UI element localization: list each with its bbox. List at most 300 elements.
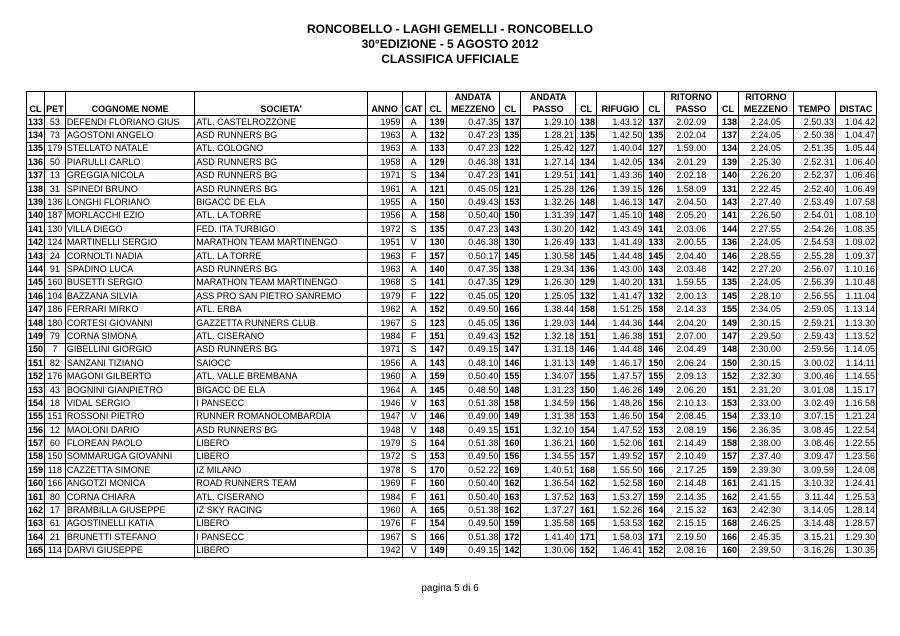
cell-cl-passo: 152 <box>500 330 521 343</box>
cell-cl-mezzeno: 148 <box>425 423 446 436</box>
cell-cognome-nome: BOGNINI GIANPIETRO <box>65 383 194 396</box>
cell-rifugio: 1.46.17 <box>597 357 644 370</box>
cell-anno: 1969 <box>367 477 402 490</box>
cell-tempo: 3.07.15 <box>793 410 835 423</box>
cell-cl-rifugio: 148 <box>576 196 597 209</box>
cell-rit-mezzeno: 2.39.50 <box>739 544 794 557</box>
cell-cl-rit-passo: 137 <box>644 116 665 129</box>
cell-cl-rit-passo: 154 <box>644 410 665 423</box>
cell-distac: 1.14.55 <box>835 370 876 383</box>
cell-tempo: 3.08.46 <box>793 437 835 450</box>
cell-societa: LIBERO <box>195 544 368 557</box>
cell-cl-passo: 150 <box>500 209 521 222</box>
cell-anno: 1968 <box>367 276 402 289</box>
cell-cognome-nome: CORTESI GIOVANNI <box>65 316 194 329</box>
cell-pet: 179 <box>44 142 65 155</box>
table-row <box>27 397 877 410</box>
cell-cl-rifugio: 133 <box>576 236 597 249</box>
cell-cl-rit-passo: 132 <box>644 290 665 303</box>
cell-cl-rit-passo: 150 <box>644 357 665 370</box>
cell-distac: 1.28.14 <box>835 504 876 517</box>
cell-cognome-nome: CORNA CHIARA <box>65 490 194 503</box>
cell-cl-rifugio: 145 <box>576 249 597 262</box>
cell-cl-rit-passo: 156 <box>644 397 665 410</box>
cell-cat: A <box>402 357 425 370</box>
cell-distac: 1.11.04 <box>835 290 876 303</box>
cell-rit-mezzeno: 2.27.55 <box>739 223 794 236</box>
cell-passo: 1.29.51 <box>521 169 576 182</box>
cell-rifugio: 1.52.06 <box>597 437 644 450</box>
cell-tempo: 2.54.01 <box>793 209 835 222</box>
cell-anno: 1951 <box>367 236 402 249</box>
cell-cat: A <box>402 129 425 142</box>
cell-mezzeno: 0.50.40 <box>446 370 500 383</box>
cell-rit-mezzeno: 2.34.05 <box>739 303 794 316</box>
cell-anno: 1984 <box>367 330 402 343</box>
cell-cat: V <box>402 410 425 423</box>
cell-pet: 60 <box>44 437 65 450</box>
cell-cat: S <box>402 223 425 236</box>
cell-cl-rifugio: 142 <box>576 223 597 236</box>
col-cl: CL <box>27 103 45 116</box>
cell-cl-rifugio: 136 <box>576 263 597 276</box>
group-andata-passo: ANDATA <box>521 92 576 104</box>
col-passo: PASSO <box>521 103 576 116</box>
cell-distac: 1.06.40 <box>835 156 876 169</box>
table-row <box>27 182 877 195</box>
table-row <box>27 477 877 490</box>
col-distac: DISTAC <box>835 103 876 116</box>
cell-rifugio: 1.52.58 <box>597 477 644 490</box>
cell-rifugio: 1.39.15 <box>597 182 644 195</box>
cell-cl-rit-passo: 166 <box>644 464 665 477</box>
cell-rit-mezzeno: 2.22.45 <box>739 182 794 195</box>
cell-passo: 1.27.14 <box>521 156 576 169</box>
cell-pet: 13 <box>44 169 65 182</box>
cell-cl: 152 <box>27 370 45 383</box>
cell-mezzeno: 0.46.38 <box>446 236 500 249</box>
cell-cl-rit-mezzeno: 134 <box>718 142 739 155</box>
cell-cognome-nome: LONGHI FLORIANO <box>65 196 194 209</box>
cell-rit-passo: 2.00.13 <box>665 290 718 303</box>
cell-distac: 1.08.10 <box>835 209 876 222</box>
cell-cl-mezzeno: 145 <box>425 383 446 396</box>
cell-anno: 1956 <box>367 357 402 370</box>
cell-distac: 1.22.54 <box>835 423 876 436</box>
cell-cl: 135 <box>27 142 45 155</box>
cell-cl-passo: 142 <box>500 544 521 557</box>
cell-mezzeno: 0.49.15 <box>446 423 500 436</box>
cell-rit-mezzeno: 2.39.30 <box>739 464 794 477</box>
cell-rit-passo: 2.04.50 <box>665 196 718 209</box>
cell-tempo: 2.59.43 <box>793 330 835 343</box>
cell-tempo: 2.59.21 <box>793 316 835 329</box>
cell-cl-mezzeno: 122 <box>425 290 446 303</box>
cell-mezzeno: 0.49.00 <box>446 410 500 423</box>
cell-rit-passo: 2.17.25 <box>665 464 718 477</box>
cell-mezzeno: 0.47.35 <box>446 263 500 276</box>
cell-mezzeno: 0.51.38 <box>446 531 500 544</box>
cell-cognome-nome: BUSETTI SERGIO <box>65 276 194 289</box>
cell-cl-rit-mezzeno: 148 <box>718 343 739 356</box>
cell-mezzeno: 0.45.05 <box>446 290 500 303</box>
cell-distac: 1.22.55 <box>835 437 876 450</box>
cell-cognome-nome: SANZANI TIZIANO <box>65 357 194 370</box>
cell-anno: 1979 <box>367 437 402 450</box>
cell-cl-mezzeno: 132 <box>425 129 446 142</box>
cell-passo: 1.31.18 <box>521 343 576 356</box>
cell-cl-rifugio: 126 <box>576 182 597 195</box>
cell-cl-rit-mezzeno: 137 <box>718 129 739 142</box>
cell-cl-mezzeno: 151 <box>425 330 446 343</box>
cell-cl-rifugio: 141 <box>576 169 597 182</box>
cell-pet: 53 <box>44 116 65 129</box>
cell-societa: ATL. VALLE BREMBANA <box>195 370 368 383</box>
cell-rit-mezzeno: 2.24.05 <box>739 236 794 249</box>
cell-societa: ATL. ERBA <box>195 303 368 316</box>
cell-cl-rit-passo: 171 <box>644 531 665 544</box>
cell-cl: 149 <box>27 330 45 343</box>
cell-pet: 160 <box>44 276 65 289</box>
cell-mezzeno: 0.47.23 <box>446 169 500 182</box>
cell-cat: A <box>402 142 425 155</box>
cell-societa: LIBERO <box>195 450 368 463</box>
cell-cl-passo: 130 <box>500 236 521 249</box>
cell-passo: 1.26.30 <box>521 276 576 289</box>
cell-societa: ATL. CISERANO <box>195 490 368 503</box>
table-row <box>27 116 877 129</box>
cell-cat: S <box>402 169 425 182</box>
cell-pet: 24 <box>44 249 65 262</box>
cell-societa: ASD RUNNERS BG <box>195 182 368 195</box>
col-cognome-nome: COGNOME NOME <box>65 103 194 116</box>
cell-cat: V <box>402 397 425 410</box>
cell-anno: 1959 <box>367 116 402 129</box>
cell-distac: 1.24.08 <box>835 464 876 477</box>
cell-pet: 136 <box>44 196 65 209</box>
cell-cl-mezzeno: 140 <box>425 263 446 276</box>
cell-cognome-nome: PIARULLI CARLO <box>65 156 194 169</box>
cell-cognome-nome: CAZZETTA SIMONE <box>65 464 194 477</box>
cell-cl-rit-mezzeno: 142 <box>718 263 739 276</box>
cell-cl-mezzeno: 160 <box>425 477 446 490</box>
cell-cl-rifugio: 138 <box>576 116 597 129</box>
cell-cl-rit-passo: 148 <box>644 209 665 222</box>
cell-cognome-nome: FERRARI MIRKO <box>65 303 194 316</box>
cell-passo: 1.32.18 <box>521 330 576 343</box>
cell-cl-rit-mezzeno: 156 <box>718 423 739 436</box>
cell-cognome-nome: ANGOTZI MONICA <box>65 477 194 490</box>
cell-pet: 61 <box>44 517 65 530</box>
cell-rit-passo: 2.03.06 <box>665 223 718 236</box>
cell-cl-passo: 156 <box>500 450 521 463</box>
table-row <box>27 169 877 182</box>
cell-distac: 1.06.49 <box>835 182 876 195</box>
cell-tempo: 2.52.40 <box>793 182 835 195</box>
cell-rit-passo: 2.04.49 <box>665 343 718 356</box>
cell-cat: V <box>402 236 425 249</box>
cell-societa: IZ MILANO <box>195 464 368 477</box>
cell-cat: S <box>402 276 425 289</box>
cell-cl-passo: 135 <box>500 129 521 142</box>
cell-societa: SAIOCC <box>195 357 368 370</box>
cell-rit-mezzeno: 2.38.00 <box>739 437 794 450</box>
cell-passo: 1.40.51 <box>521 464 576 477</box>
cell-anno: 1972 <box>367 450 402 463</box>
cell-cl-passo: 155 <box>500 370 521 383</box>
cell-distac: 1.21.24 <box>835 410 876 423</box>
table-row <box>27 504 877 517</box>
table-row <box>27 223 877 236</box>
cell-societa: LIBERO <box>195 437 368 450</box>
cell-cl-rit-mezzeno: 168 <box>718 517 739 530</box>
cell-mezzeno: 0.49.43 <box>446 196 500 209</box>
cell-pet: 7 <box>44 343 65 356</box>
cell-cat: S <box>402 437 425 450</box>
cell-tempo: 3.02.49 <box>793 397 835 410</box>
cell-cognome-nome: DEFENDI FLORIANO GIUS <box>65 116 194 129</box>
cell-distac: 1.13.52 <box>835 330 876 343</box>
cell-societa: RUNNER ROMANOLOMBARDIA <box>195 410 368 423</box>
cell-cat: S <box>402 450 425 463</box>
cell-cl: 138 <box>27 182 45 195</box>
cell-cl-mezzeno: 153 <box>425 450 446 463</box>
cell-cat: A <box>402 182 425 195</box>
cell-cl-passo: 129 <box>500 276 521 289</box>
cell-cl-mezzeno: 163 <box>425 397 446 410</box>
cell-cl-mezzeno: 135 <box>425 223 446 236</box>
cell-cognome-nome: DARVI GIUSEPPE <box>65 544 194 557</box>
cell-cat: S <box>402 343 425 356</box>
table-row <box>27 423 877 436</box>
cell-passo: 1.25.42 <box>521 142 576 155</box>
cell-rit-mezzeno: 2.41.55 <box>739 490 794 503</box>
cell-rit-passo: 2.06.24 <box>665 357 718 370</box>
cell-mezzeno: 0.51.38 <box>446 397 500 410</box>
cell-passo: 1.30.58 <box>521 249 576 262</box>
table-row <box>27 464 877 477</box>
results-table <box>26 91 877 558</box>
cell-rit-passo: 2.02.18 <box>665 169 718 182</box>
table-row <box>27 156 877 169</box>
cell-rifugio: 1.52.26 <box>597 504 644 517</box>
cell-cl-rit-passo: 146 <box>644 343 665 356</box>
cell-pet: 124 <box>44 236 65 249</box>
cell-tempo: 3.15.21 <box>793 531 835 544</box>
cell-tempo: 2.56.39 <box>793 276 835 289</box>
cell-rit-passo: 2.08.19 <box>665 423 718 436</box>
cell-mezzeno: 0.47.23 <box>446 129 500 142</box>
cell-cl-passo: 149 <box>500 410 521 423</box>
cell-cl-rifugio: 132 <box>576 290 597 303</box>
cell-pet: 180 <box>44 316 65 329</box>
cell-societa: ASD RUNNERS BG <box>195 129 368 142</box>
cell-cognome-nome: CORNA SIMONA <box>65 330 194 343</box>
cell-cl-rit-mezzeno: 139 <box>718 156 739 169</box>
cell-cl-rifugio: 149 <box>576 357 597 370</box>
cell-pet: 17 <box>44 504 65 517</box>
cell-rit-passo: 2.02.09 <box>665 116 718 129</box>
cell-cognome-nome: MORLACCHI EZIO <box>65 209 194 222</box>
cell-cl-rifugio: 129 <box>576 276 597 289</box>
cell-cognome-nome: ROSSONI PIETRO <box>65 410 194 423</box>
cell-cl-rit-passo: 140 <box>644 169 665 182</box>
table-row <box>27 357 877 370</box>
cell-cl-mezzeno: 157 <box>425 249 446 262</box>
cell-distac: 1.30.35 <box>835 544 876 557</box>
cell-tempo: 3.08.45 <box>793 423 835 436</box>
cell-anno: 1967 <box>367 316 402 329</box>
cell-mezzeno: 0.46.38 <box>446 156 500 169</box>
cell-passo: 1.25.05 <box>521 290 576 303</box>
cell-passo: 1.37.27 <box>521 504 576 517</box>
cell-tempo: 2.54.26 <box>793 223 835 236</box>
cell-cl-rit-passo: 145 <box>644 249 665 262</box>
cell-societa: ATL. COLOGNO <box>195 142 368 155</box>
cell-cl: 146 <box>27 290 45 303</box>
cell-cl-passo: 148 <box>500 383 521 396</box>
cell-cat: F <box>402 477 425 490</box>
cell-anno: 1972 <box>367 223 402 236</box>
cell-rifugio: 1.46.41 <box>597 544 644 557</box>
col-cl-mezzeno: CL <box>425 103 446 116</box>
cell-rifugio: 1.46.13 <box>597 196 644 209</box>
cell-cl: 154 <box>27 397 45 410</box>
cell-mezzeno: 0.47.23 <box>446 223 500 236</box>
cell-rifugio: 1.43.00 <box>597 263 644 276</box>
cell-passo: 1.36.21 <box>521 437 576 450</box>
table-row <box>27 517 877 530</box>
cell-cl-rit-passo: 134 <box>644 156 665 169</box>
cell-rifugio: 1.42.50 <box>597 129 644 142</box>
cell-anno: 1963 <box>367 249 402 262</box>
cell-cl-mezzeno: 152 <box>425 303 446 316</box>
cell-rit-mezzeno: 2.33.10 <box>739 410 794 423</box>
cell-cl-rit-passo: 160 <box>644 477 665 490</box>
group-ritorno-passo: RITORNO <box>665 92 718 104</box>
cell-passo: 1.41.40 <box>521 531 576 544</box>
cell-distac: 1.06.46 <box>835 169 876 182</box>
cell-rit-passo: 2.08.16 <box>665 544 718 557</box>
cell-cat: F <box>402 249 425 262</box>
col-rit-passo: PASSO <box>665 103 718 116</box>
cell-rit-mezzeno: 2.27.40 <box>739 196 794 209</box>
cell-rifugio: 1.46.26 <box>597 383 644 396</box>
cell-pet: 18 <box>44 397 65 410</box>
cell-societa: ASD RUNNERS BG <box>195 156 368 169</box>
cell-passo: 1.38.44 <box>521 303 576 316</box>
cell-cl-rit-mezzeno: 136 <box>718 236 739 249</box>
cell-cl-passo: 138 <box>500 263 521 276</box>
cell-distac: 1.28.57 <box>835 517 876 530</box>
cell-rit-passo: 1.59.55 <box>665 276 718 289</box>
cell-rit-mezzeno: 2.24.05 <box>739 276 794 289</box>
cell-pet: 21 <box>44 531 65 544</box>
cell-cl-rifugio: 158 <box>576 303 597 316</box>
cell-tempo: 3.16.26 <box>793 544 835 557</box>
cell-societa: ATL. LA TORRE <box>195 209 368 222</box>
col-pet: PET <box>46 103 64 114</box>
cell-rifugio: 1.44.36 <box>597 316 644 329</box>
cell-mezzeno: 0.50.40 <box>446 209 500 222</box>
cell-mezzeno: 0.49.15 <box>446 544 500 557</box>
cell-rit-mezzeno: 2.36.35 <box>739 423 794 436</box>
cell-rifugio: 1.43.49 <box>597 223 644 236</box>
cell-cl-rifugio: 168 <box>576 464 597 477</box>
cell-cl-mezzeno: 133 <box>425 142 446 155</box>
cell-rifugio: 1.43.12 <box>597 116 644 129</box>
cell-cl: 144 <box>27 263 45 276</box>
cell-societa: MARATHON TEAM MARTINENGO <box>195 236 368 249</box>
cell-cl-passo: 131 <box>500 156 521 169</box>
cell-cl-rifugio: 160 <box>576 437 597 450</box>
cell-cat: A <box>402 383 425 396</box>
col-rifugio: RIFUGIO <box>597 103 644 116</box>
cell-distac: 1.14.11 <box>835 357 876 370</box>
cell-cl: 160 <box>27 477 45 490</box>
cell-cl-rit-mezzeno: 153 <box>718 397 739 410</box>
cell-cat: A <box>402 504 425 517</box>
cell-cognome-nome: MAGONI GILBERTO <box>65 370 194 383</box>
cell-cl-rifugio: 146 <box>576 343 597 356</box>
cell-cl-rifugio: 171 <box>576 531 597 544</box>
cell-cl: 150 <box>27 343 45 356</box>
cell-cl-rifugio: 151 <box>576 330 597 343</box>
cell-cl: 143 <box>27 249 45 262</box>
cell-cognome-nome: AGOSTINELLI KATIA <box>65 517 194 530</box>
cell-rifugio: 1.55.50 <box>597 464 644 477</box>
cell-cl-passo: 169 <box>500 464 521 477</box>
cell-pet: 73 <box>44 129 65 142</box>
cell-distac: 1.10.48 <box>835 276 876 289</box>
cell-cl-rifugio: 165 <box>576 517 597 530</box>
cell-cl: 134 <box>27 129 45 142</box>
cell-pet: 187 <box>44 209 65 222</box>
cell-cl: 133 <box>27 116 45 129</box>
cell-cl-mezzeno: 159 <box>425 370 446 383</box>
cell-cl-rit-mezzeno: 157 <box>718 450 739 463</box>
table-row <box>27 196 877 209</box>
cell-cl-mezzeno: 146 <box>425 410 446 423</box>
cell-passo: 1.31.13 <box>521 357 576 370</box>
cell-rit-mezzeno: 2.46.25 <box>739 517 794 530</box>
cell-rifugio: 1.58.03 <box>597 531 644 544</box>
cell-mezzeno: 0.47.35 <box>446 116 500 129</box>
cell-cl-rit-passo: 153 <box>644 423 665 436</box>
cell-anno: 1971 <box>367 169 402 182</box>
cell-societa: ATL. CISERANO <box>195 330 368 343</box>
cell-cl-mezzeno: 170 <box>425 464 446 477</box>
col-mezzeno: MEZZENO <box>446 103 500 116</box>
cell-cl: 156 <box>27 423 45 436</box>
cell-cognome-nome: BRUNETTI STEFANO <box>65 531 194 544</box>
cell-rit-passo: 2.07.00 <box>665 330 718 343</box>
cell-rifugio: 1.40.04 <box>597 142 644 155</box>
table-row <box>27 142 877 155</box>
cell-rit-mezzeno: 2.24.05 <box>739 116 794 129</box>
cell-pet: 130 <box>44 223 65 236</box>
cell-cl-rit-mezzeno: 154 <box>718 410 739 423</box>
classification-title: CLASSIFICA UFFICIALE <box>381 52 519 66</box>
cell-cl-rifugio: 135 <box>576 129 597 142</box>
cell-cl: 155 <box>27 410 45 423</box>
cell-anno: 1961 <box>367 182 402 195</box>
cell-rit-passo: 2.01.29 <box>665 156 718 169</box>
cell-mezzeno: 0.51.38 <box>446 437 500 450</box>
cell-rit-passo: 2.02.04 <box>665 129 718 142</box>
cell-cl-rifugio: 134 <box>576 156 597 169</box>
table-row <box>27 129 877 142</box>
